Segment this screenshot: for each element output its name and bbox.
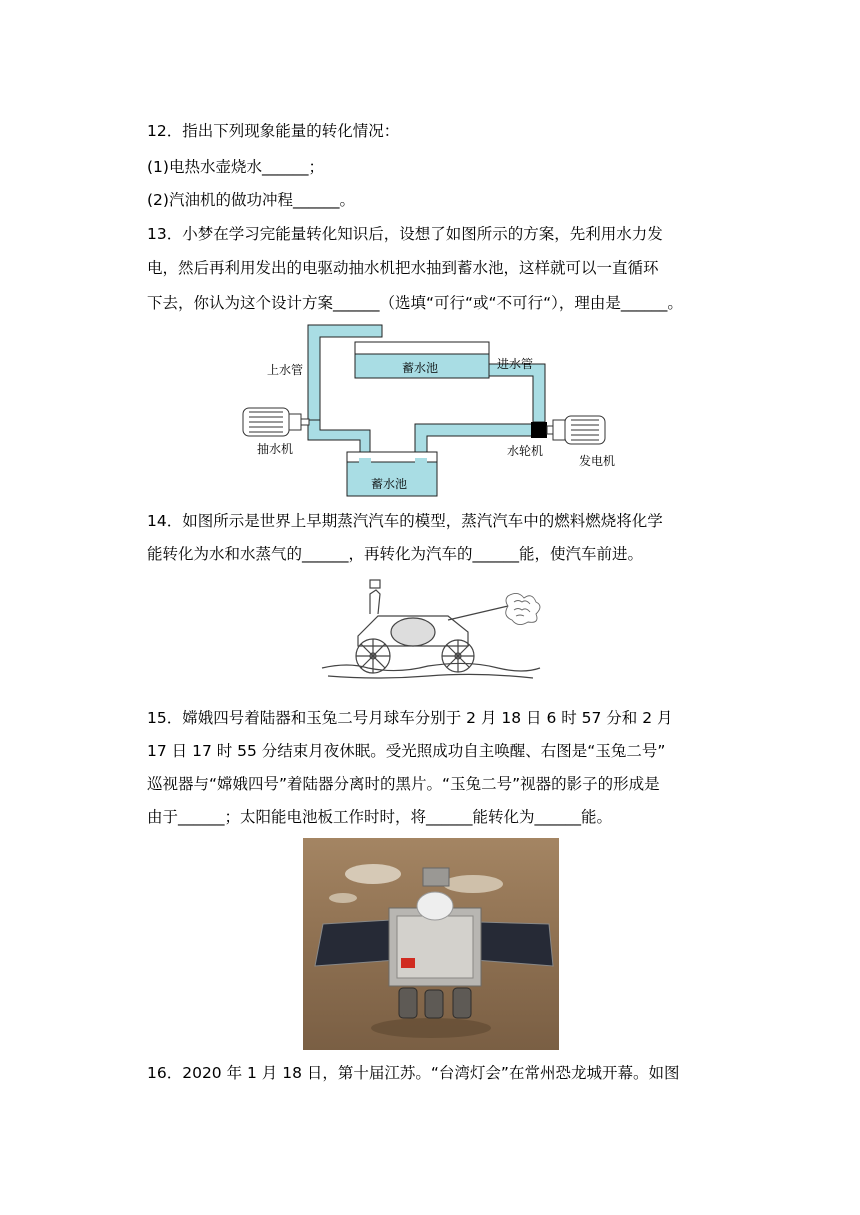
generator-label: 发电机 (579, 454, 616, 468)
turbine (531, 422, 547, 438)
q15-line-1: 15．嫦娥四号着陆器和玉兔二号月球车分别于 2 月 18 日 6 时 57 分和 2 月 (147, 709, 673, 727)
steam-car-drawing (322, 580, 540, 678)
inlet-pipe (489, 364, 545, 422)
antenna-dish (417, 892, 453, 920)
pump-motor (243, 408, 309, 436)
generator (547, 416, 605, 444)
q13-line-2: 电，然后再利用发出的电驱动抽水机把水抽到蓄水池，这样就可以一直循环 (147, 259, 659, 277)
upper-pool-label: 蓄水池 (402, 361, 439, 375)
q15-line-3: 巡视器与“嫦娥四号”着陆器分离时的黑片。“玉兔二号”视器的影子的形成是 (147, 775, 660, 793)
q13-water-cycle-figure (235, 322, 625, 502)
inlet-pipe-label: 进水管 (497, 357, 534, 371)
lower-pool-label: 蓄水池 (371, 477, 408, 491)
q12-item-1: (1)电热水壶烧水______； (147, 158, 324, 176)
upper-pipe-label: 上水管 (267, 363, 304, 377)
q15-line-4: 由于______；太阳能电池板工作时时，将______能转化为______能。 (147, 808, 613, 826)
left-solar-panel (315, 920, 397, 966)
q14-line-2: 能转化为水和水蒸气的______，再转化为汽车的______能，使汽车前进。 (147, 545, 644, 563)
turbine-label: 水轮机 (507, 444, 544, 458)
q13-line-1: 13．小梦在学习完能量转化知识后，设想了如图所示的方案，先利用水力发 (147, 225, 663, 243)
steam-car-figure (318, 576, 548, 684)
pump-label: 抽水机 (257, 442, 294, 456)
q16-line-1: 16．2020 年 1 月 18 日，第十届江苏。“台湾灯会”在常州恐龙城开幕。如图 (147, 1064, 680, 1082)
right-solar-panel (475, 922, 553, 966)
steam-spray (506, 593, 540, 624)
q14-line-1: 14．如图所示是世界上早期蒸汽汽车的模型，蒸汽汽车中的燃料燃烧将化学 (147, 512, 663, 530)
q15-line-2: 17 日 17 时 55 分结束月夜休眠。受光照成功自主唤醒、右图是“玉兔二号” (147, 742, 666, 760)
q12-stem: 12．指出下列现象能量的转化情况： (147, 122, 400, 140)
lunar-rover-photo (303, 838, 559, 1050)
flag (401, 958, 415, 968)
q13-line-3: 下去，你认为这个设计方案______（选填“可行“或“不可行“），理由是______。 (147, 294, 683, 312)
q12-item-2: (2)汽油机的做功冲程______。 (147, 191, 355, 209)
